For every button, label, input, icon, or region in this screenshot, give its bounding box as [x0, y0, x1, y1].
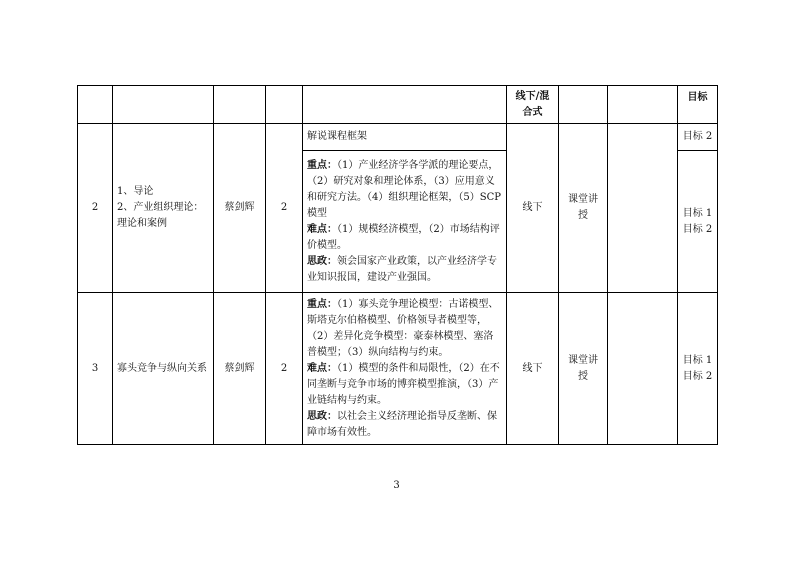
goal-item: 目标 2 [682, 223, 713, 235]
row-mode: 线下 [507, 124, 559, 293]
header-cell-topic [113, 86, 214, 124]
difficulty-label: 难点： [307, 362, 337, 374]
row-content [303, 293, 507, 445]
key-points [307, 297, 502, 361]
goal-item: 目标 2 [682, 370, 713, 382]
row-teacher: 蔡剑辉 [214, 124, 266, 293]
row-method [559, 124, 608, 293]
header-cell-num [78, 86, 113, 124]
table-row [78, 124, 718, 151]
method-line: 授 [578, 370, 588, 382]
ideology-text: 领会国家产业政策，以产业经济学专业知识报国，建设产业强国。 [307, 255, 497, 283]
row-extra [608, 124, 678, 293]
ideology-label: 思政： [307, 410, 337, 422]
row-content [303, 151, 507, 293]
difficulties [307, 361, 502, 409]
row-teacher: 蔡剑辉 [214, 293, 266, 445]
goal-item: 目标 1 [682, 207, 713, 219]
header-cell-mode: 线下/混合式 [507, 86, 559, 124]
header-cell-content [303, 86, 507, 124]
ideology-label: 思政： [307, 255, 337, 267]
row-topic [113, 124, 214, 293]
difficulty-text: （1）规模经济模型，（2）市场结构评价模型。 [307, 223, 500, 251]
key-label: 重点： [307, 298, 337, 310]
row-goals [678, 293, 718, 445]
table-row [78, 293, 718, 445]
header-cell-extra [608, 86, 678, 124]
key-text: （1）产业经济学各学派的理论要点，（2）研究对象和理论体系，（3）应用意义和研究方法。（4）组织理论框架，（5）SCP 模型 [307, 159, 501, 219]
topic-line: 理论和案例 [117, 218, 167, 229]
key-text: （1）寡头竞争理论模型：古诺模型、斯塔克尔伯格模型、价格领导者模型等，（2）差异化竞争模型：豪泰林模型、塞洛普模型；（3）纵向结构与约束。 [307, 298, 499, 358]
method-line: 授 [578, 210, 588, 221]
key-points [307, 158, 502, 222]
row-goals [678, 151, 718, 293]
header-cell-goal: 目标 [678, 86, 718, 124]
row-extra [608, 293, 678, 445]
method-line: 课堂讲 [568, 354, 598, 366]
topic-line: 2、产业组织理论： [117, 202, 204, 213]
row-mode: 线下 [507, 293, 559, 445]
ideology [307, 254, 502, 286]
page-number: 3 [393, 480, 400, 491]
row-hours: 2 [266, 293, 303, 445]
difficulty-label: 难点： [307, 223, 337, 235]
row-number: 2 [78, 124, 113, 293]
topic-line: 1、导论 [117, 186, 154, 197]
course-schedule-table [77, 85, 718, 445]
row-hours: 2 [266, 124, 303, 293]
header-cell-teacher [214, 86, 266, 124]
row-topic [113, 293, 214, 445]
ideology-text: 以社会主义经济理论指导反垄断、保障市场有效性。 [307, 410, 497, 438]
header-cell-hours [266, 86, 303, 124]
row-number: 3 [78, 293, 113, 445]
key-label: 重点： [307, 159, 337, 171]
row-method [559, 293, 608, 445]
goal-item: 目标 1 [682, 354, 713, 366]
ideology [307, 409, 502, 441]
row-intro-goal: 目标 2 [678, 124, 718, 151]
header-row [78, 86, 718, 124]
difficulties [307, 222, 502, 254]
topic-line: 寡头竞争与纵向关系 [117, 362, 207, 374]
difficulty-text: （1）模型的条件和局限性，（2）在不同垄断与竞争市场的博弈模型推演，（3）产业链结构与约束。 [307, 362, 500, 406]
method-line: 课堂讲 [568, 194, 598, 205]
row-intro: 解说课程框架 [303, 124, 507, 151]
header-cell-method [559, 86, 608, 124]
